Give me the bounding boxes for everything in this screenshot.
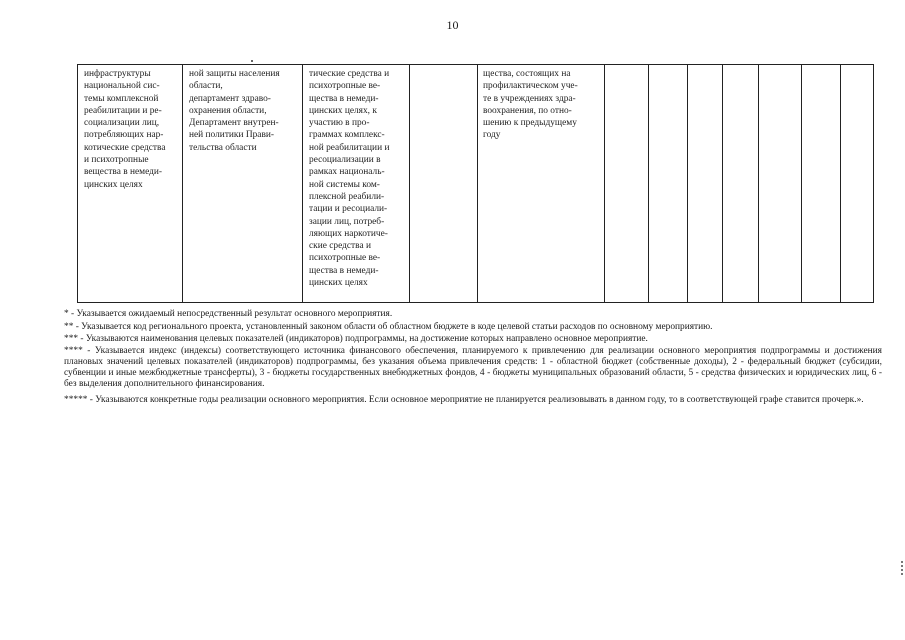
page-number: 10	[446, 18, 459, 32]
scan-edge-mark	[901, 561, 903, 577]
measures-table	[77, 64, 874, 303]
table-cell-indicator: щества, состоящих на профилактическом уче- те в учреждениях здра- воохранения, по отно- шению к предыдущему году	[483, 69, 578, 141]
column-divider	[302, 65, 303, 302]
footnote-3: *** - Указываются наименования целевых показателей (индикаторов) подпрограммы, на достижение которых направлено основное мероприятие.	[64, 334, 648, 344]
footnote-4: **** - Указывается индекс (индексы) соответствующего источника финансового обеспечения, планируемого к привлечению для реализации основного мероприятия подпрограммы и достижения плановых значений целевых показателей (индикаторов) подпрограммы, без указания объема привлечения средств: 1 - областной бюджет (собственные доходы), 2 - федеральный бюджет (субсидии, субвенции и иные межбюджетные трансферты), 3 - бюджеты государственных внебюджетных фондов, 4 - бюджеты муниципальных образований области, 5 - средства физических и юридических лиц, 6 - без выделения дополнительного финансирования.	[64, 346, 882, 389]
table-cell-executors: ной защиты населения области, департамент здраво- охранения области, Департамент внутрен- ней политики Прави- тельства области	[189, 69, 280, 153]
footnote-5: ***** - Указываются конкретные годы реализации основного мероприятия. Если основное мероприятие не планируется реализовывать в данном году, то в соответствующей графе ставится прочерк.».	[64, 395, 864, 405]
column-divider	[687, 65, 688, 302]
column-divider	[409, 65, 410, 302]
footnote-1: * - Указывается ожидаемый непосредственный результат основного мероприятия.	[64, 309, 393, 319]
column-divider	[758, 65, 759, 302]
table-cell-result: тические средства и психотропные ве- щества в немеди- цинских целях, к участию в про- граммах комплекс- ной реабилитации и ресоциализации в рамках националь- ной системы ком- плексной реабили- тации и ресоциали- зации лиц, потреб- ляющих наркотиче- ские средства и психотропные ве- щества в немеди- цинских целях	[309, 69, 390, 289]
table-cell-measure: инфраструктуры национальной сис- темы комплексной реабилитации и ре- социализации лиц, потребляющих нар- котические средства и психотропные вещества в немеди- цинских целях	[84, 69, 166, 190]
column-divider	[801, 65, 802, 302]
column-divider	[722, 65, 723, 302]
column-divider	[182, 65, 183, 302]
column-divider	[648, 65, 649, 302]
column-divider	[840, 65, 841, 302]
column-divider	[477, 65, 478, 302]
column-divider	[604, 65, 605, 302]
footnote-2: ** - Указывается код регионального проекта, установленный законом области об областном бюджете в коде целевой статьи расходов по основному мероприятию.	[64, 322, 713, 332]
scan-speck	[251, 60, 253, 62]
